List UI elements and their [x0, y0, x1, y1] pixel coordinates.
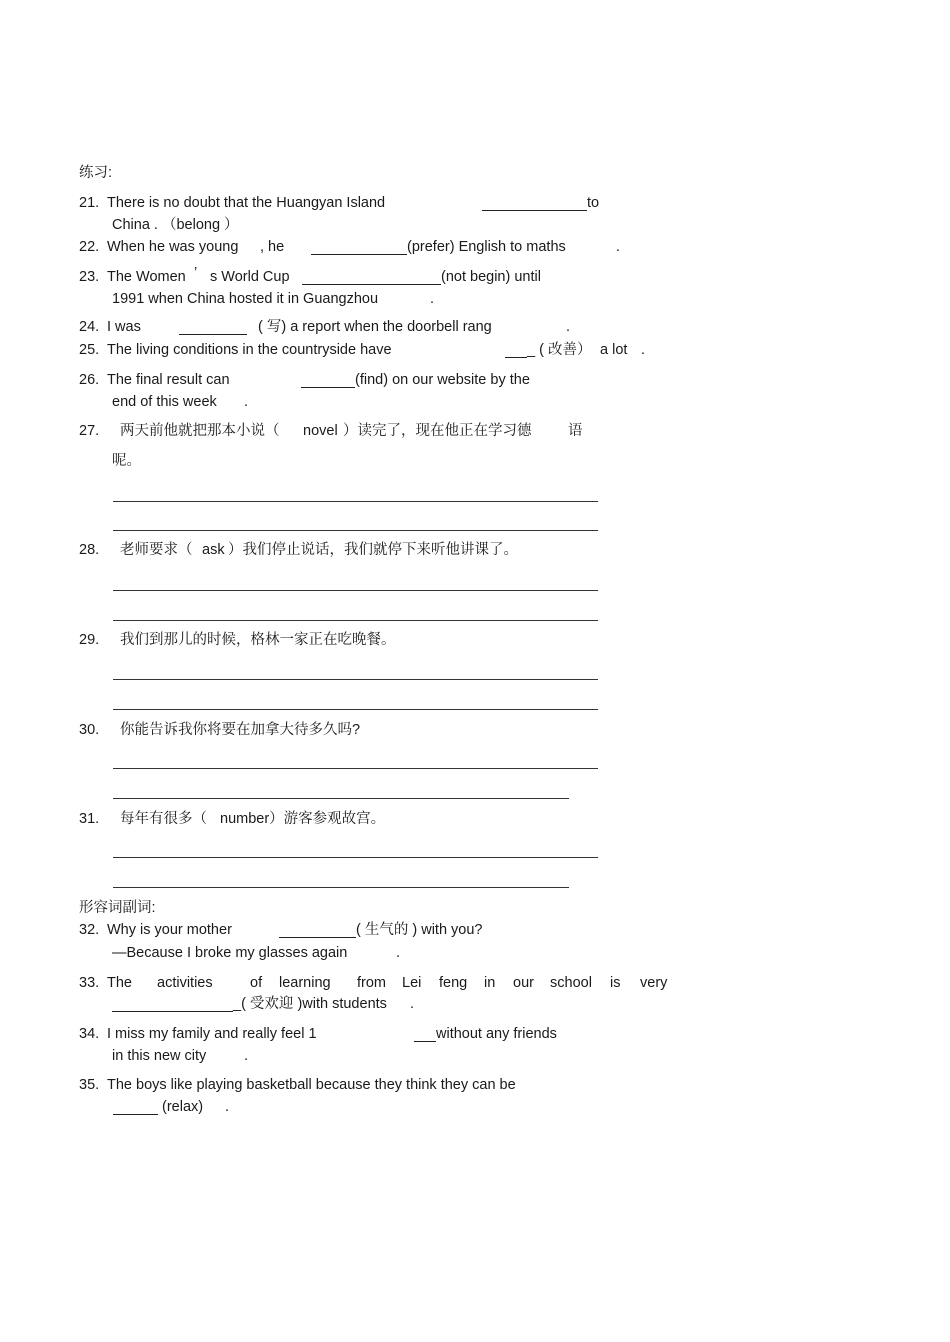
question-33-line2-end: . [410, 996, 415, 1012]
question-24-number: 24. [79, 319, 100, 335]
question-26-line2-end: . [244, 394, 249, 410]
practice-heading: 练习: [79, 165, 113, 181]
question-26-text-a: The final result can [107, 372, 230, 388]
question-27-line2: 呢。 [112, 453, 141, 469]
question-24-blank[interactable] [179, 334, 247, 335]
question-23-text-c: s World Cup [210, 269, 290, 285]
question-28-answer-line-1[interactable] [113, 590, 598, 591]
question-28-answer-line-2[interactable] [113, 620, 598, 621]
question-26-blank[interactable] [301, 387, 355, 388]
question-34-number: 34. [79, 1026, 100, 1042]
adjective-adverb-heading: 形容词副词: [79, 900, 156, 916]
question-32-number: 32. [79, 922, 100, 938]
question-23-number: 23. [79, 269, 100, 285]
question-27-text-b: novel [303, 423, 338, 439]
question-33-word: school [550, 975, 592, 991]
question-22-text-a: When he was young [107, 239, 239, 255]
question-35-blank[interactable] [113, 1114, 158, 1115]
question-28-text-b: ask [202, 542, 225, 558]
question-21-blank[interactable] [482, 210, 587, 211]
question-33-word: learning [279, 975, 331, 991]
question-33-word: feng [439, 975, 468, 991]
question-33-word: activities [157, 975, 213, 991]
question-23-text-d: (not begin) until [441, 269, 541, 285]
question-31-answer-line-1[interactable] [113, 857, 598, 858]
question-21-number: 21. [79, 195, 100, 211]
question-21-text: There is no doubt that the Huangyan Island [107, 195, 386, 211]
question-26-number: 26. [79, 372, 100, 388]
question-25-text-c: a lot [600, 342, 628, 358]
question-32-line2: —Because I broke my glasses again [112, 945, 348, 961]
question-33-number: 33. [79, 975, 100, 991]
question-32-blank[interactable] [279, 937, 356, 938]
question-29-answer-line-1[interactable] [113, 679, 598, 680]
question-32-text-b: ( 生气的 ) with you? [356, 922, 483, 938]
question-23-blank[interactable] [302, 284, 441, 285]
question-33-word: Lei [402, 975, 422, 991]
question-27-text-a: 两天前他就把那本小说（ [120, 423, 280, 439]
question-28-text-a: 老师要求（ [120, 542, 193, 558]
question-32-text-a: Why is your mother [107, 922, 232, 938]
question-22-number: 22. [79, 239, 100, 255]
question-26-text-b: (find) on our website by the [355, 372, 530, 388]
question-27-answer-line-1[interactable] [113, 501, 598, 502]
question-22-text-d: . [616, 239, 621, 255]
question-34-blank[interactable] [414, 1041, 436, 1042]
question-31-number: 31. [79, 811, 100, 827]
question-28-text-c: ）我们停止说话，我们就停下来听他讲课了。 [228, 542, 518, 558]
question-30-answer-line-2[interactable] [113, 798, 569, 799]
question-34-text-b: without any friends [436, 1026, 557, 1042]
question-35-number: 35. [79, 1077, 100, 1093]
question-30-number: 30. [79, 722, 100, 738]
question-33-blank[interactable] [112, 1011, 233, 1012]
question-33-word: of [250, 975, 263, 991]
question-33-word: from [357, 975, 386, 991]
question-33-word: The [107, 975, 132, 991]
question-34-line2-end: . [244, 1048, 249, 1064]
question-25-text-a: The living conditions in the countryside have [107, 342, 392, 358]
question-33-word: in [484, 975, 496, 991]
question-33-line2: _( 受欢迎 )with students [233, 996, 387, 1012]
question-35-line2-end: . [225, 1099, 230, 1115]
question-27-text-d: 语 [568, 423, 583, 439]
question-30-answer-line-1[interactable] [113, 768, 598, 769]
question-23-text-a: The Women [107, 269, 186, 285]
question-32-line2-end: . [396, 945, 401, 961]
question-35-line2: (relax) [162, 1099, 204, 1115]
question-35-text-a: The boys like playing basketball because they think they can be [107, 1077, 516, 1093]
question-25-text-d: . [641, 342, 646, 358]
question-33-word: is [610, 975, 621, 991]
question-24-text-a: I was [107, 319, 141, 335]
question-23-line2: 1991 when China hosted it in Guangzhou [112, 291, 379, 307]
question-29-answer-line-2[interactable] [113, 709, 598, 710]
question-29-number: 29. [79, 632, 100, 648]
question-27-text-c: ）读完了，现在他正在学习德 [343, 423, 532, 439]
question-23-apostrophe: ’ [194, 265, 198, 281]
question-25-number: 25. [79, 342, 100, 358]
question-22-text-b: , he [260, 239, 285, 255]
question-29-text-a: 我们到那儿的时候，格林一家正在吃晚餐。 [120, 632, 396, 648]
question-31-answer-line-2[interactable] [113, 887, 569, 888]
question-22-text-c: (prefer) English to maths [407, 239, 566, 255]
question-27-number: 27. [79, 423, 100, 439]
question-25-text-b: _ ( 改善） [527, 342, 592, 358]
question-30-text-a: 你能告诉我你将要在加拿大待多久吗? [120, 722, 361, 738]
question-24-text-c: . [566, 319, 571, 335]
question-34-text-a: I miss my family and really feel 1 [107, 1026, 317, 1042]
question-27-answer-line-2[interactable] [113, 530, 598, 531]
question-26-line2: end of this week [112, 394, 217, 410]
question-34-line2: in this new city [112, 1048, 207, 1064]
question-33-word: very [640, 975, 668, 991]
question-23-line2-end: . [430, 291, 435, 307]
question-22-blank[interactable] [311, 254, 407, 255]
question-31-text-a: 每年有很多（ [120, 811, 207, 827]
question-28-number: 28. [79, 542, 100, 558]
question-31-text-b: number）游客参观故宫。 [220, 811, 386, 827]
question-33-word: our [513, 975, 534, 991]
question-24-text-b: ( 写) a report when the doorbell rang [258, 319, 492, 335]
question-21-text-end: to [587, 195, 600, 211]
question-25-blank[interactable] [505, 357, 527, 358]
question-21-line2: China . （belong ） [112, 217, 239, 233]
